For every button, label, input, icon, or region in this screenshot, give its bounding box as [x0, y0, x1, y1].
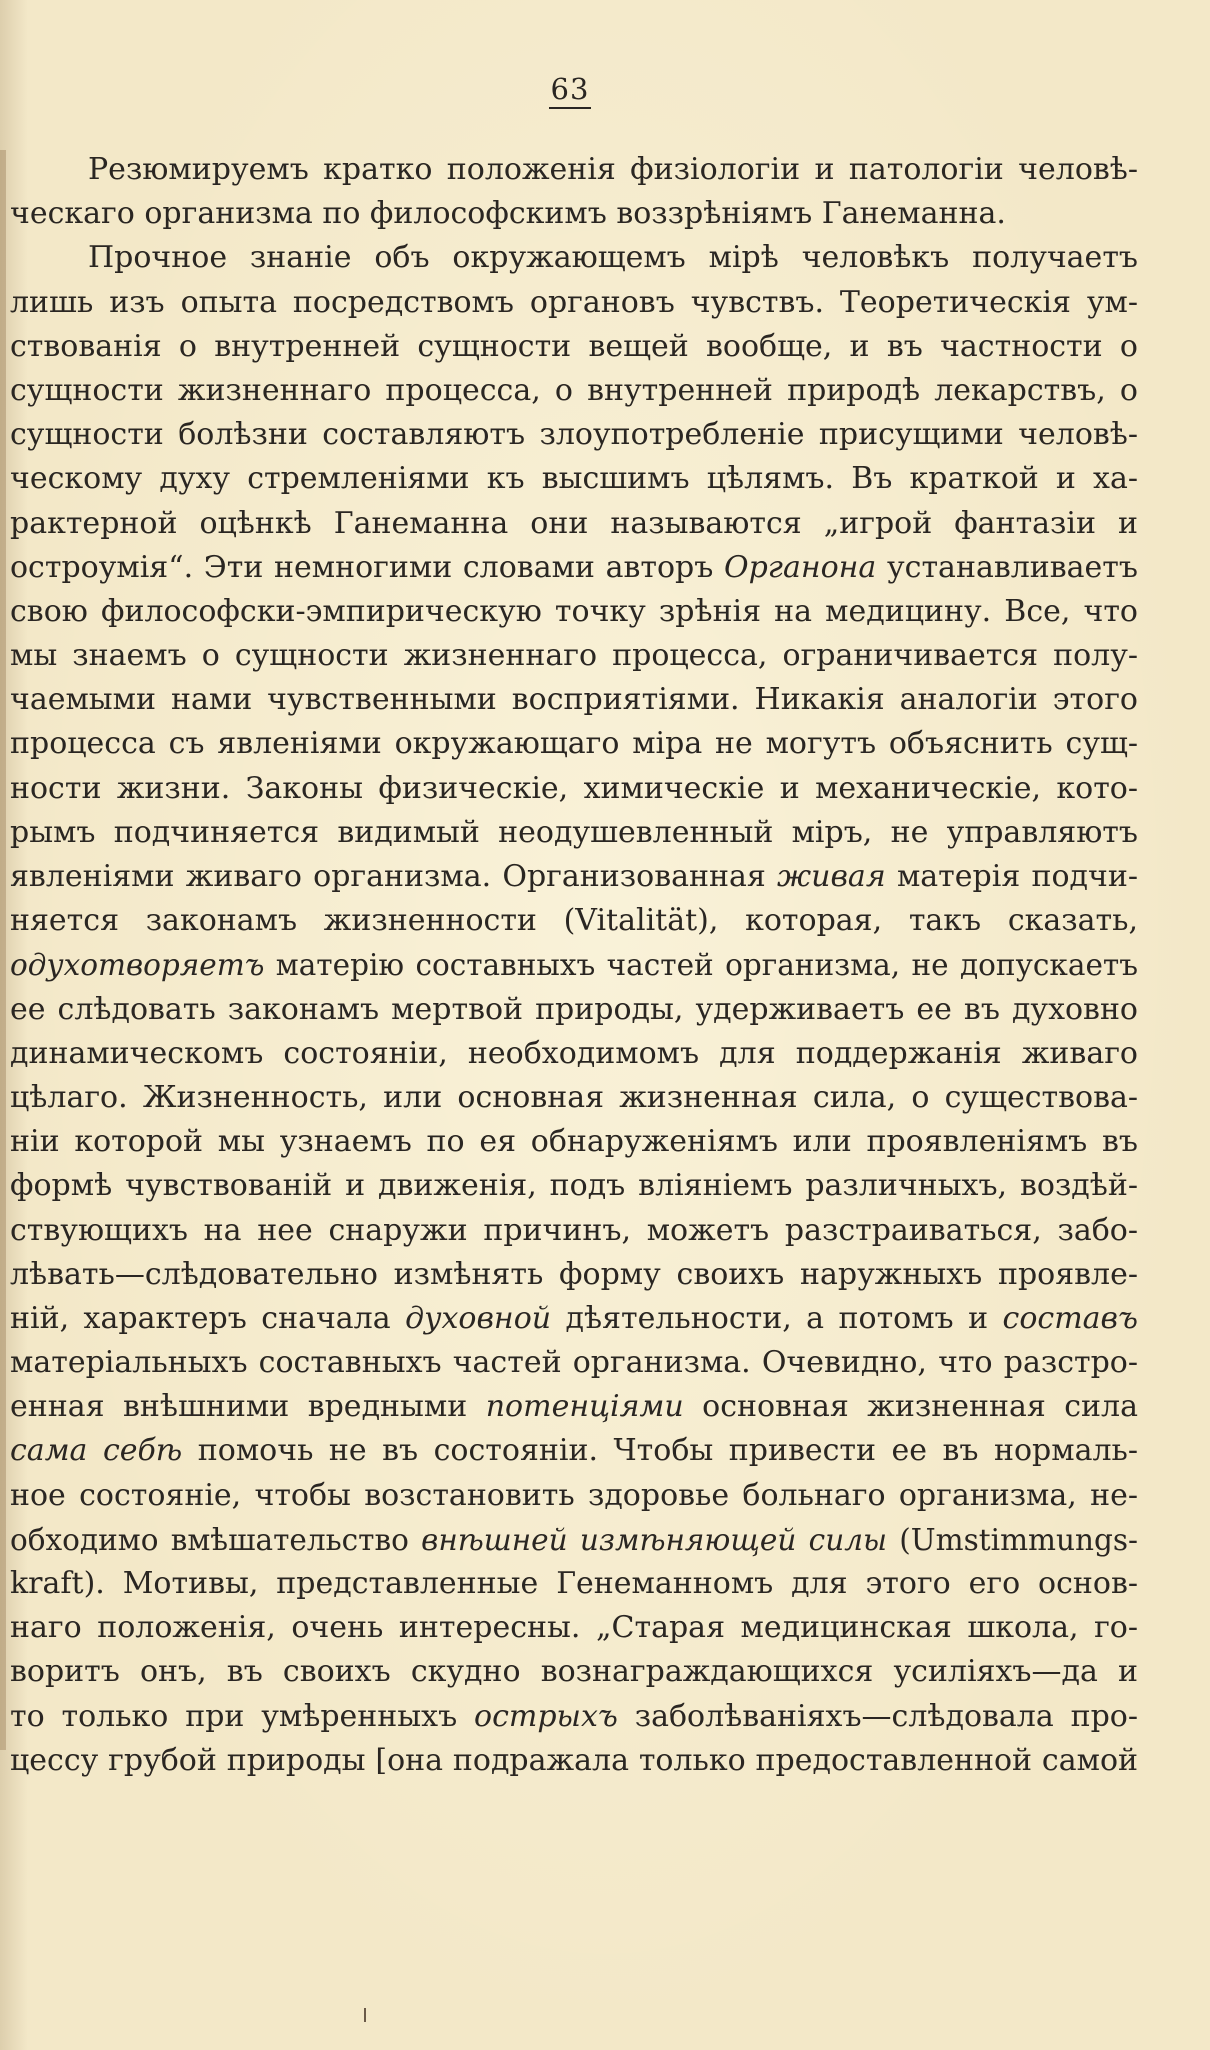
- text-segment: ности жизни. Законы физическіе, химическіе и механическіе, кото-: [10, 770, 1138, 806]
- text-line: [10, 1120, 1138, 1164]
- text-segment: цѣлаго. Жизненность, или основная жизненная сила, о существова-: [10, 1079, 1138, 1115]
- text-segment: заболѣваніяхъ—слѣдовала про-: [617, 1698, 1138, 1734]
- text-line: [10, 1076, 1138, 1120]
- text-segment: дѣятельности, а потомъ и: [551, 1300, 1003, 1336]
- text-line: [10, 1297, 1138, 1341]
- text-segment: формѣ чувствованій и движенія, подъ вліяніемъ различныхъ, воздѣй-: [10, 1168, 1138, 1204]
- text-segment: процесса съ явленіями окружающаго міра не могутъ объяснить сущ-: [10, 726, 1138, 762]
- text-segment: основная жизненная сила: [683, 1389, 1138, 1425]
- italic-text-segment: потенціями: [485, 1389, 684, 1425]
- text-line: [10, 1341, 1138, 1385]
- text-line: [10, 722, 1138, 766]
- text-line: [10, 413, 1138, 457]
- italic-text-segment: внѣшней измѣняющей силы: [421, 1522, 888, 1557]
- text-segment: ствующихъ на нее снаружи причинъ, можетъ разстраиваться, забо-: [10, 1212, 1138, 1248]
- text-segment: чаемыми нами чувственными восприятіями. Никакія аналогіи этого: [10, 682, 1138, 718]
- italic-text-segment: живая: [777, 859, 886, 894]
- text-line: [10, 1429, 1138, 1473]
- body-text: [10, 148, 1138, 1783]
- text-segment: остроумія“. Эти немногими словами авторъ: [10, 549, 724, 585]
- text-segment: помочь не въ состояніи. Чтобы привести ее въ нормаль-: [182, 1433, 1138, 1469]
- italic-text-segment: духовной: [405, 1300, 552, 1336]
- text-line: [10, 943, 1138, 987]
- italic-text-segment: одухотворяетъ: [10, 948, 265, 983]
- italic-text-segment: Органона: [724, 549, 877, 585]
- text-line: [10, 634, 1138, 678]
- text-line: [10, 369, 1138, 413]
- text-line: [10, 988, 1138, 1032]
- text-segment: лѣвать—слѣдовательно измѣнять форму своихъ наружныхъ проявле-: [10, 1256, 1138, 1292]
- text-segment: ное состояніе, чтобы возстановить здоровье больнаго организма, не-: [10, 1477, 1138, 1513]
- text-segment: сущности болѣзни составляютъ злоупотребленіе присущими человѣ-: [10, 417, 1138, 453]
- page-number-text: 63: [549, 72, 592, 109]
- text-line: [10, 1385, 1138, 1429]
- text-segment: (Umstimmungs-: [887, 1522, 1138, 1557]
- text-line: [10, 1650, 1138, 1694]
- text-line: [10, 148, 1138, 192]
- text-segment: Резюмируемъ кратко положенія физіологіи и патологіи человѣ-: [88, 152, 1138, 187]
- text-segment: наго положенія, очень интересны. „Старая медицинская школа, го-: [10, 1610, 1138, 1646]
- text-line: [10, 192, 1138, 236]
- text-line: [10, 1209, 1138, 1253]
- text-segment: няется законамъ жизненности (Vitalität), которая, такъ сказать,: [10, 903, 1138, 939]
- text-segment: ее слѣдовать законамъ мертвой природы, удерживаетъ ее въ духовно: [10, 991, 1138, 1027]
- text-segment: свою философски-эмпирическую точку зрѣнія на медицину. Все, что: [10, 593, 1138, 629]
- text-segment: Прочное знаніе объ окружающемъ мірѣ человѣкъ получаетъ: [88, 240, 1138, 276]
- paper-mark: [364, 2008, 366, 2022]
- text-segment: kraft). Мотивы, представленные Генеманномъ для этого его основ-: [10, 1566, 1138, 1601]
- text-segment: ствованія о внутренней сущности вещей вообще, и въ частности о: [10, 328, 1138, 364]
- text-segment: ніи которой мы узнаемъ по ея обнаруженіямъ или проявленіямъ въ: [10, 1124, 1138, 1160]
- text-segment: матерію составныхъ частей организма, не допускаетъ: [264, 948, 1138, 983]
- text-line: [10, 855, 1138, 899]
- text-segment: ческаго организма по философскимъ воззрѣніямъ Ганеманна.: [10, 196, 1006, 232]
- text-segment: ческому духу стремленіями къ высшимъ цѣлямъ. Въ краткой и ха-: [10, 461, 1138, 497]
- text-segment: енная внѣшними вредными: [10, 1389, 486, 1425]
- text-line: [10, 1164, 1138, 1208]
- text-line: [10, 1518, 1138, 1562]
- text-segment: то только при умѣренныхъ: [10, 1698, 475, 1734]
- page-edge-shadow: [0, 150, 6, 1750]
- text-line: [10, 502, 1138, 546]
- page-number: [0, 72, 1140, 106]
- text-segment: устанавливаетъ: [876, 549, 1138, 585]
- text-line: [10, 767, 1138, 811]
- text-line: [10, 325, 1138, 369]
- text-line: [10, 899, 1138, 943]
- text-line: [10, 1253, 1138, 1297]
- text-segment: явленіями живаго организма. Организованная: [10, 859, 778, 894]
- text-line: [10, 546, 1138, 590]
- text-line: [10, 1739, 1138, 1783]
- text-segment: мы знаемъ о сущности жизненнаго процесса, ограничивается полу-: [10, 638, 1138, 674]
- text-line: [10, 1695, 1138, 1739]
- text-segment: воритъ онъ, въ своихъ скудно вознаграждающихся усиліяхъ—да и: [10, 1654, 1138, 1690]
- text-line: [10, 1474, 1138, 1518]
- text-segment: обходимо вмѣшательство: [10, 1522, 422, 1557]
- text-segment: сущности жизненнаго процесса, о внутренней природѣ лекарствъ, о: [10, 372, 1138, 408]
- text-segment: динамическомъ состояніи, необходимомъ для поддержанія живаго: [10, 1035, 1138, 1071]
- text-line: [10, 1032, 1138, 1076]
- text-line: [10, 1562, 1138, 1606]
- text-line: [10, 590, 1138, 634]
- text-segment: цессу грубой природы [она подражала только предоставленной самой: [10, 1742, 1138, 1778]
- italic-text-segment: острыхъ: [474, 1698, 618, 1734]
- italic-text-segment: сама себѣ: [10, 1433, 183, 1469]
- text-line: [10, 281, 1138, 325]
- text-line: [10, 811, 1138, 855]
- text-line: [10, 236, 1138, 280]
- text-segment: ній, характеръ сначала: [10, 1300, 406, 1336]
- text-line: [10, 457, 1138, 501]
- text-line: [10, 678, 1138, 722]
- text-segment: матеріальныхъ составныхъ частей организма. Очевидно, что разстро-: [10, 1345, 1138, 1381]
- text-segment: рымъ подчиняется видимый неодушевленный міръ, не управляютъ: [10, 814, 1138, 850]
- text-segment: рактерной оцѣнкѣ Ганеманна они называются „игрой фантазіи и: [10, 505, 1138, 541]
- text-segment: матерія подчи-: [885, 859, 1138, 894]
- text-line: [10, 1606, 1138, 1650]
- text-segment: лишь изъ опыта посредствомъ органовъ чувствъ. Теоретическія ум-: [10, 284, 1138, 320]
- italic-text-segment: составъ: [1002, 1300, 1138, 1336]
